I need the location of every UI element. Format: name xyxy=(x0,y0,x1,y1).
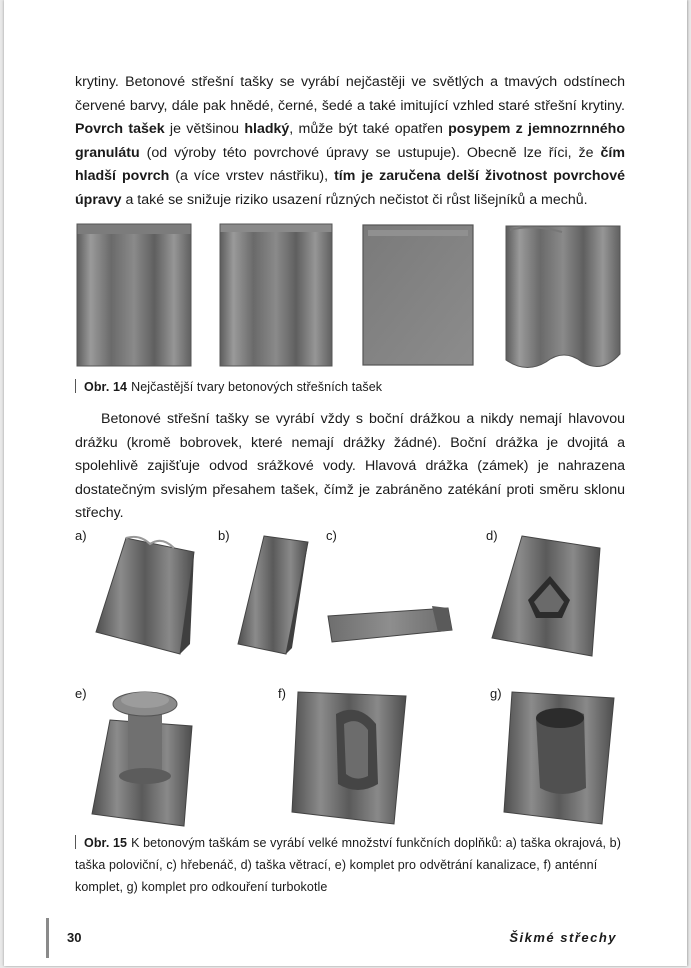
figure-15-tag-g: g) xyxy=(490,686,502,701)
caption-marker xyxy=(75,835,76,849)
antenna-kit-image xyxy=(288,684,412,828)
bold-phrase: posypem z jemnozrnného granulátu xyxy=(75,121,625,161)
figure-15-tag-b: b) xyxy=(218,528,230,543)
figure-15-tag-c: c) xyxy=(326,528,337,543)
paragraph-1-text: a také se snižuje riziko usazení různých nečistot či růst lišejníků a mechů. xyxy=(121,191,588,208)
document-page xyxy=(4,0,687,966)
edge-tile-image xyxy=(90,532,200,662)
tile-beaver-tail-image xyxy=(502,222,624,378)
paragraph-1 xyxy=(75,71,625,212)
paragraph-1-text: , může být také opatřen xyxy=(289,121,449,137)
page-number: 30 xyxy=(67,930,82,945)
ridge-tile-image xyxy=(324,600,456,646)
figure-14-caption xyxy=(75,376,382,398)
half-tile-image xyxy=(234,530,314,660)
tile-flat-image xyxy=(360,222,478,370)
caption-marker xyxy=(75,379,76,393)
figure-15-caption xyxy=(75,832,635,898)
tile-wave-image xyxy=(218,222,336,370)
flue-kit-image xyxy=(500,684,620,828)
sewer-vent-kit-image xyxy=(88,680,204,830)
figure-14-caption-text: Nejčastější tvary betonových střešních tašek xyxy=(131,380,383,394)
figure-15-label: Obr. 15 xyxy=(84,836,128,850)
bold-phrase: tím je zaručena delší životnost povrchové úpravy xyxy=(75,168,625,208)
running-title: Šikmé střechy xyxy=(509,930,617,945)
figure-14-label: Obr. 14 xyxy=(84,380,128,394)
bold-phrase: hladký xyxy=(244,121,290,137)
figure-15-tag-d: d) xyxy=(486,528,498,543)
figure-15-tag-a: a) xyxy=(75,528,87,543)
bold-phrase: Povrch tašek xyxy=(75,121,165,137)
figure-15-tag-f: f) xyxy=(278,686,286,701)
paragraph-1-text: (a více vrstev nástřiku), xyxy=(169,168,335,184)
paragraph-1-text: (od výroby této povrchové úpravy se ustupuje). Obecně lze říci, že xyxy=(139,144,601,161)
paragraph-1-text: je většinou xyxy=(164,121,245,137)
tile-double-roman-image xyxy=(75,222,195,370)
paragraph-1-text: krytiny. Betonové střešní tašky se vyrábí nejčastěji ve světlých a tmavých odstínech červené barvy, dále pak hnědé, černé, šedé a také imitující vzhled staré střešní krytiny. xyxy=(75,74,625,114)
figure-15-tag-e: e) xyxy=(75,686,87,701)
bold-phrase: čím hladší povrch xyxy=(75,144,625,184)
ventilation-tile-image xyxy=(488,530,608,660)
figure-15-caption-text: K betonovým taškám se vyrábí velké množství funkčních doplňků: a) taška okrajová, b) taška poloviční, c) hřebenáč, d) taška větrací, e) komplet pro odvětrání kanalizace, f) anténní komplet, g) komplet pro odkouření turbokotle xyxy=(75,836,621,894)
footer-marker xyxy=(46,918,49,958)
paragraph-2: Betonové střešní tašky se vyrábí vždy s boční drážkou a nikdy nemají hlavovou drážku (kromě bobrovek, které nemají drážky žádné). Boční drážka je dvojitá a spolehlivě zajišťuje odvod srážkové vody. Hlavová drážka (zámek) je nahrazena dostatečným svislým přesahem tašek, čímž je zabráněno zatékání proti směru sklonu střechy. xyxy=(75,411,625,521)
